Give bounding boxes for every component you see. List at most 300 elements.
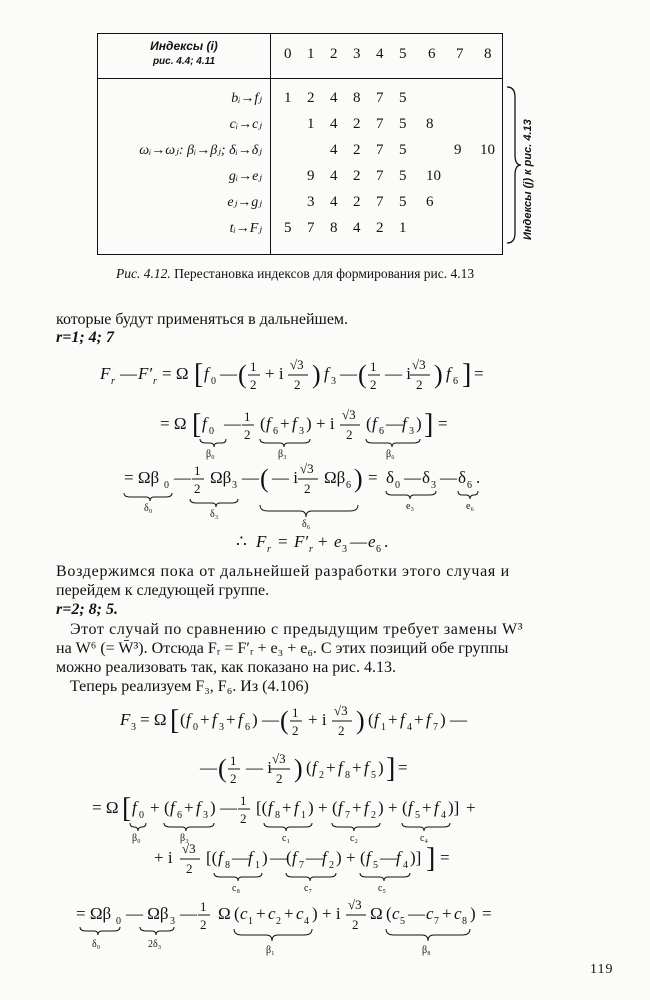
svg-text:): ) (378, 758, 384, 777)
svg-text:1: 1 (255, 860, 260, 871)
svg-text:+: + (280, 414, 290, 433)
svg-text:0: 0 (193, 722, 198, 733)
svg-text:[: [ (192, 409, 202, 440)
svg-text:+: + (466, 798, 476, 817)
underbrace-label: β₈ (422, 945, 431, 956)
column-header: 5 (399, 46, 407, 62)
svg-text:8: 8 (462, 916, 467, 927)
equation-block-1 (90, 345, 560, 555)
column-header: 2 (330, 46, 338, 62)
svg-text:)]: )] (410, 848, 422, 867)
underbrace-label: β₃ (278, 449, 287, 460)
svg-text:(: ( (234, 904, 240, 923)
svg-text:—: — (262, 710, 279, 729)
table-cell: 5 (399, 90, 407, 106)
svg-text:0: 0 (209, 426, 214, 437)
svg-text:3: 3 (203, 810, 208, 821)
svg-text:= Ω: = Ω (162, 364, 189, 383)
svg-text:1: 1 (381, 722, 386, 733)
svg-text:4: 4 (441, 810, 446, 821)
svg-text:+: + (388, 798, 398, 817)
svg-text:5: 5 (371, 770, 376, 781)
svg-text:6: 6 (177, 810, 182, 821)
svg-text:2: 2 (338, 723, 345, 738)
caption-text: Перестановка индексов для формирования рис. 4.13 (174, 266, 475, 281)
svg-text:5: 5 (373, 860, 378, 871)
svg-text:(: ( (260, 414, 266, 433)
table-cell: 4 (330, 90, 338, 106)
svg-text:): ) (354, 464, 363, 493)
svg-text:1: 1 (200, 899, 207, 914)
svg-text:[: [ (122, 793, 132, 824)
svg-text:c: c (426, 904, 434, 923)
svg-text:8: 8 (275, 810, 280, 821)
svg-text:): ) (294, 754, 303, 783)
svg-text:3: 3 (331, 376, 336, 387)
svg-text:δ: δ (386, 468, 395, 487)
svg-text:+: + (282, 798, 292, 817)
svg-text:Ωβ: Ωβ (210, 468, 232, 487)
svg-text:—: — (270, 848, 287, 867)
svg-text:f: f (324, 364, 329, 383)
svg-text:f: f (170, 798, 175, 817)
svg-text:f: f (268, 798, 273, 817)
column-header: 0 (284, 46, 292, 62)
svg-text:e: e (334, 532, 342, 551)
svg-text:f: f (266, 414, 271, 433)
svg-text:+: + (150, 798, 160, 817)
svg-text:f: f (434, 798, 439, 817)
svg-text:f: f (402, 414, 407, 433)
svg-text:—: — (200, 758, 217, 777)
svg-text:(: ( (366, 414, 372, 433)
svg-text:): ) (306, 414, 312, 433)
table-cell: 7 (376, 90, 384, 106)
svg-text:): ) (416, 414, 422, 433)
underbrace-label: δ₀ (144, 503, 153, 514)
table-row-label: cᵢ→cⱼ (229, 117, 262, 132)
svg-text:— i: — i (385, 364, 411, 383)
svg-text:+: + (200, 710, 210, 729)
svg-text:]: ] (424, 409, 434, 440)
svg-text:— i: — i (272, 468, 298, 487)
svg-text:f: f (294, 798, 299, 817)
svg-text:2: 2 (292, 723, 299, 738)
svg-text:3: 3 (342, 544, 347, 555)
svg-text:+ i: + i (308, 710, 327, 729)
svg-text:—: — (408, 904, 425, 923)
svg-text:2: 2 (319, 770, 324, 781)
svg-text:f: f (396, 848, 401, 867)
underbrace-label: c₄ (420, 833, 428, 844)
svg-text:= Ω: = Ω (160, 414, 187, 433)
table-header-sublabel: рис. 4.4; 4.11 (152, 56, 216, 67)
case-r2: r=2; 8; 5. (56, 601, 118, 618)
svg-text:—: — (120, 364, 137, 383)
svg-text:f: f (204, 364, 209, 383)
svg-text:f: f (132, 798, 137, 817)
svg-text:): ) (312, 360, 321, 389)
paragraph-line: которые будут применяться в дальнейшем. (56, 311, 349, 328)
svg-text:f: f (312, 758, 317, 777)
underbrace-label: β₃ (180, 833, 189, 844)
svg-text:+: + (318, 798, 328, 817)
svg-text:3: 3 (219, 722, 224, 733)
svg-text:+: + (346, 848, 356, 867)
table-cell: 2 (353, 142, 361, 158)
svg-text:2: 2 (352, 917, 359, 932)
svg-text:f: f (364, 798, 369, 817)
svg-text:=: = (482, 904, 492, 923)
table-cell: 7 (376, 194, 384, 210)
svg-text:3: 3 (232, 480, 237, 491)
svg-text:6: 6 (346, 480, 351, 491)
svg-text:e: e (368, 532, 376, 551)
svg-text:f: f (338, 758, 343, 777)
svg-text:1: 1 (230, 753, 237, 768)
svg-text:2: 2 (276, 916, 281, 927)
svg-text:4: 4 (304, 916, 309, 927)
svg-text:3: 3 (131, 722, 136, 733)
svg-text:): ) (336, 848, 342, 867)
svg-text:+: + (414, 710, 424, 729)
svg-text:+: + (422, 798, 432, 817)
table-cell: 9 (307, 168, 315, 184)
svg-text:c: c (454, 904, 462, 923)
svg-text:4: 4 (403, 860, 408, 871)
svg-text:—: — (350, 532, 367, 551)
svg-text:Ω: Ω (218, 904, 231, 923)
svg-text:= Ω: = Ω (140, 710, 167, 729)
svg-text:r: r (111, 376, 115, 387)
column-header: 6 (428, 46, 436, 62)
svg-text:3: 3 (299, 426, 304, 437)
svg-text:1: 1 (240, 793, 247, 808)
svg-text:f: f (238, 710, 243, 729)
svg-text:2: 2 (240, 811, 247, 826)
svg-text:2: 2 (294, 377, 301, 392)
svg-text:+ i: + i (316, 414, 335, 433)
svg-text:(: ( (218, 754, 227, 783)
svg-text:√3: √3 (182, 841, 196, 856)
table-row-label: gᵢ→eⱼ (228, 169, 262, 184)
underbrace-label: 2δ₃ (148, 939, 162, 950)
svg-text:2: 2 (250, 377, 257, 392)
table-cell: 4 (330, 116, 338, 132)
svg-text:(: ( (368, 710, 374, 729)
table-row-label: tᵢ→Fⱼ (229, 221, 262, 236)
svg-text:): ) (312, 904, 318, 923)
svg-text:[(: [( (206, 848, 218, 867)
svg-text:2: 2 (194, 481, 201, 496)
svg-text:— i: — i (246, 758, 272, 777)
svg-text:√3: √3 (290, 357, 304, 372)
svg-text:7: 7 (433, 722, 438, 733)
svg-text:= Ωβ: = Ωβ (124, 468, 160, 487)
svg-text:+: + (442, 904, 452, 923)
table-cell: 4 (353, 220, 361, 236)
svg-text:c: c (296, 904, 304, 923)
table-divider-vertical (270, 34, 271, 254)
table-cell: 2 (376, 220, 384, 236)
svg-text:2: 2 (371, 810, 376, 821)
underbrace-label: β₆ (386, 449, 395, 460)
svg-text:(: ( (238, 360, 247, 389)
svg-text:0: 0 (395, 480, 400, 491)
svg-text:r: r (153, 376, 157, 387)
svg-text:+: + (326, 758, 336, 777)
svg-text:f: f (374, 710, 379, 729)
svg-text:f: f (400, 710, 405, 729)
svg-text:—: — (232, 848, 249, 867)
table-cell: 8 (353, 90, 361, 106)
case-r1: r=1; 4; 7 (56, 329, 114, 346)
svg-text:=: = (278, 532, 288, 551)
underbrace-label: δ₃ (210, 509, 219, 520)
table-row-label: ωᵢ→ωⱼ: βᵢ→βⱼ; δᵢ→δⱼ (139, 143, 262, 158)
svg-text:+: + (352, 758, 362, 777)
svg-text:√3: √3 (272, 751, 286, 766)
svg-text:.: . (384, 532, 389, 551)
table-cell: 5 (399, 142, 407, 158)
table-cell: 1 (399, 220, 407, 236)
svg-text:(: ( (360, 848, 366, 867)
svg-text:+: + (284, 904, 294, 923)
svg-text:+: + (184, 798, 194, 817)
index-table (97, 33, 503, 255)
svg-text:): ) (434, 360, 443, 389)
svg-text:—: — (386, 414, 403, 433)
svg-text:(: ( (402, 798, 408, 817)
svg-text:=: = (474, 364, 484, 383)
svg-text:0: 0 (211, 376, 216, 387)
svg-text:]: ] (426, 843, 436, 874)
svg-text:0: 0 (139, 810, 144, 821)
column-header: 7 (456, 46, 464, 62)
svg-text:f: f (292, 414, 297, 433)
underbrace-label: c₅ (378, 883, 386, 894)
svg-text:[: [ (194, 359, 204, 390)
svg-text:r: r (267, 544, 271, 555)
table-cell: 7 (307, 220, 315, 236)
svg-text:(: ( (386, 904, 392, 923)
svg-text:2: 2 (244, 427, 251, 442)
svg-text:2: 2 (186, 861, 193, 876)
svg-text:= Ω: = Ω (92, 798, 119, 817)
svg-text:1: 1 (248, 916, 253, 927)
svg-text:2: 2 (329, 860, 334, 871)
svg-text:f: f (186, 710, 191, 729)
svg-text:√3: √3 (348, 897, 362, 912)
svg-text:=: = (438, 414, 448, 433)
svg-text:F: F (100, 364, 111, 383)
svg-text:1: 1 (244, 409, 251, 424)
svg-text:f: f (338, 798, 343, 817)
svg-text:): ) (252, 710, 258, 729)
svg-text:(: ( (332, 798, 338, 817)
svg-text:—: — (450, 710, 467, 729)
svg-text:2: 2 (200, 917, 207, 932)
underbrace-label: δ₀ (92, 939, 101, 950)
paragraph-line: Теперь реализуем F₃, F₆. Из (4.106) (70, 678, 309, 695)
table-row-label: bᵢ→fⱼ (231, 91, 262, 106)
table-cell: 2 (353, 116, 361, 132)
svg-text:—: — (180, 904, 197, 923)
svg-text:6: 6 (467, 480, 472, 491)
table-cell: 5 (399, 116, 407, 132)
underbrace-label: c₂ (350, 833, 358, 844)
svg-text:6: 6 (379, 426, 384, 437)
svg-text:δ: δ (458, 468, 467, 487)
svg-text:Ω: Ω (370, 904, 383, 923)
svg-text:f: f (212, 710, 217, 729)
svg-text:): ) (210, 798, 216, 817)
svg-text:[(: [( (256, 798, 268, 817)
paragraph-line: Воздержимся пока от дальнейшей разработки этого случая и (56, 563, 510, 580)
svg-text:2: 2 (230, 771, 237, 786)
svg-text:f: f (218, 848, 223, 867)
table-cell: 2 (353, 168, 361, 184)
svg-text:5: 5 (400, 916, 405, 927)
underbrace-label: β₀ (132, 833, 141, 844)
page-number: 119 (590, 962, 614, 977)
svg-text:6: 6 (273, 426, 278, 437)
svg-text:+ i: + i (154, 848, 173, 867)
underbrace-label: β₁ (266, 945, 275, 956)
svg-text:F: F (120, 710, 131, 729)
underbrace-label: c₇ (304, 883, 312, 894)
underbrace-label: c₈ (232, 883, 240, 894)
svg-text:√3: √3 (300, 461, 314, 476)
svg-text:7: 7 (299, 860, 304, 871)
column-header: 8 (484, 46, 492, 62)
svg-text:√3: √3 (412, 357, 426, 372)
svg-text:—: — (404, 468, 421, 487)
table-cell: 4 (330, 142, 338, 158)
svg-text:—: — (242, 468, 259, 487)
svg-text:2: 2 (276, 771, 283, 786)
svg-text:Ωβ: Ωβ (324, 468, 346, 487)
table-cell: 6 (426, 194, 434, 210)
svg-text:8: 8 (225, 860, 230, 871)
table-cell: 3 (307, 194, 315, 210)
svg-text:[: [ (170, 705, 180, 736)
svg-text:8: 8 (345, 770, 350, 781)
table-cell: 2 (353, 194, 361, 210)
svg-text:+ i: + i (322, 904, 341, 923)
svg-text:0: 0 (164, 480, 169, 491)
svg-text:—: — (306, 848, 323, 867)
svg-text:F: F (256, 532, 267, 551)
table-cell: 7 (376, 168, 384, 184)
table-cell: 5 (284, 220, 292, 236)
column-header: 3 (353, 46, 361, 62)
svg-text:3: 3 (409, 426, 414, 437)
svg-text:6: 6 (453, 376, 458, 387)
paragraph-line: можно реализовать так, как показано на рис. 4.13. (56, 659, 396, 676)
svg-text:6: 6 (376, 544, 381, 555)
column-header: 1 (307, 46, 315, 62)
svg-text:(: ( (180, 710, 186, 729)
svg-text:3: 3 (431, 480, 436, 491)
svg-text:3: 3 (170, 916, 175, 927)
svg-text:1: 1 (250, 359, 257, 374)
svg-text:—: — (380, 848, 397, 867)
svg-text:f: f (364, 758, 369, 777)
svg-text:√3: √3 (334, 703, 348, 718)
paragraph-line: на W⁶ (= W̄³). Отсюда Fᵣ = F′ᵣ + e₃ + e₆. С этих позиций обе группы (56, 640, 509, 657)
svg-text:0: 0 (116, 916, 121, 927)
svg-text:— Ωβ: — Ωβ (126, 904, 169, 923)
svg-text:r: r (309, 544, 313, 555)
table-row-label: eⱼ→gⱼ (227, 195, 262, 210)
svg-text:+: + (256, 904, 266, 923)
svg-text:+: + (226, 710, 236, 729)
paragraph-line: Этот случай по сравнению с предыдущим требует замены W³ (70, 621, 524, 638)
table-cell: 7 (376, 142, 384, 158)
svg-text:f: f (196, 798, 201, 817)
table-cell: 5 (399, 194, 407, 210)
svg-text:+: + (318, 532, 328, 551)
svg-text:(: ( (358, 360, 367, 389)
svg-text:f: f (408, 798, 413, 817)
svg-text:): ) (470, 904, 476, 923)
svg-text:1: 1 (301, 810, 306, 821)
table-header-label: Индексы (i) (150, 39, 218, 53)
svg-text:c: c (268, 904, 276, 923)
svg-text:f: f (446, 364, 451, 383)
svg-text:f: f (366, 848, 371, 867)
svg-text:f: f (202, 414, 207, 433)
svg-text:—: — (174, 468, 191, 487)
table-cell: 4 (330, 194, 338, 210)
table-cell: 1 (284, 90, 292, 106)
svg-text:f: f (292, 848, 297, 867)
svg-text:): ) (262, 848, 268, 867)
svg-text:1: 1 (370, 359, 377, 374)
svg-text:= Ωβ: = Ωβ (76, 904, 112, 923)
svg-text:=: = (440, 848, 450, 867)
paragraph-line: перейдем к следующей группе. (56, 582, 270, 599)
svg-text:): ) (378, 798, 384, 817)
table-cell: 7 (376, 116, 384, 132)
svg-text:): ) (356, 706, 365, 735)
svg-text:F′: F′ (294, 532, 309, 551)
svg-text:—: — (224, 414, 241, 433)
svg-text:+: + (388, 710, 398, 729)
svg-text:—: — (220, 798, 237, 817)
table-cell: 2 (307, 90, 315, 106)
svg-text:]: ] (386, 753, 396, 784)
svg-text:c: c (392, 904, 400, 923)
svg-text:f: f (426, 710, 431, 729)
table-cell: 8 (426, 116, 434, 132)
underbrace-label: e₆ (466, 501, 474, 512)
svg-text:+ i: + i (265, 364, 284, 383)
svg-text:—: — (440, 468, 457, 487)
svg-text:—: — (340, 364, 357, 383)
underbrace-label: β₀ (206, 449, 215, 460)
svg-text:(: ( (306, 758, 312, 777)
svg-text:.: . (476, 468, 481, 487)
svg-text:(: ( (286, 848, 292, 867)
svg-text:f: f (372, 414, 377, 433)
svg-text:(: ( (164, 798, 170, 817)
svg-text:6: 6 (245, 722, 250, 733)
svg-text:f: f (322, 848, 327, 867)
svg-text:+: + (352, 798, 362, 817)
svg-text:1: 1 (292, 705, 299, 720)
